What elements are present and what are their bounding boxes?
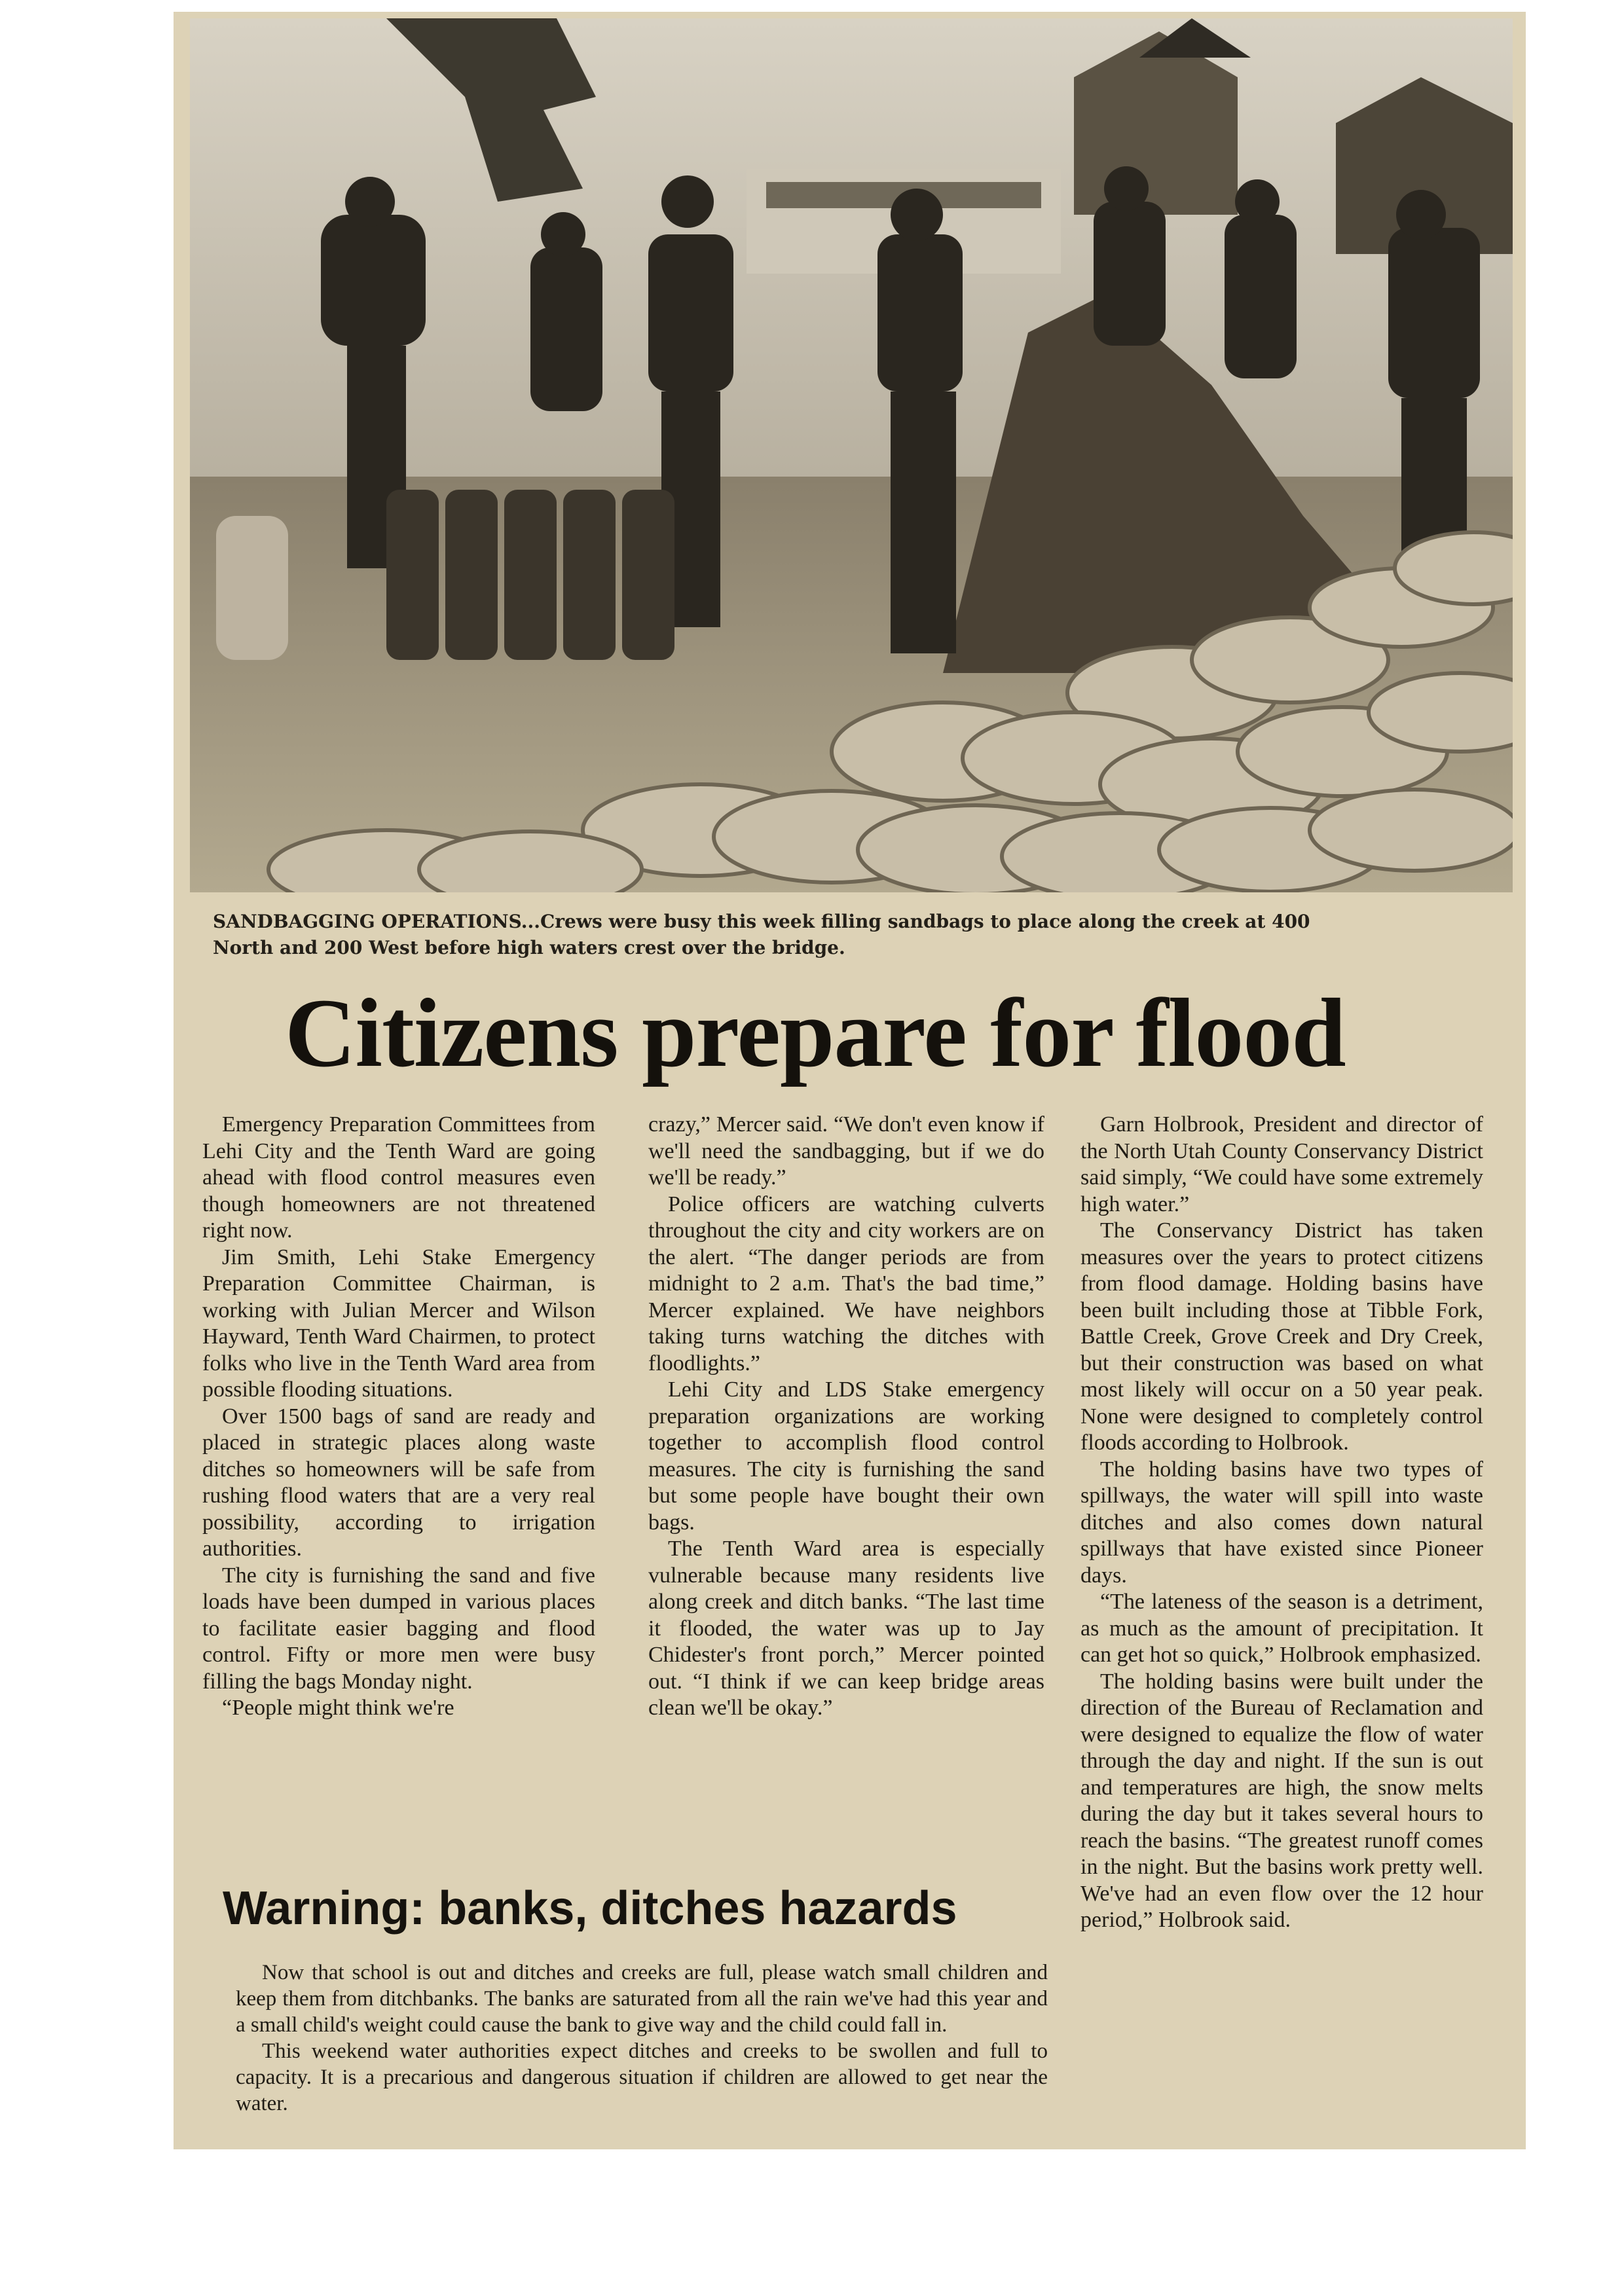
paragraph: Over 1500 bags of sand are ready and placed in strategic places along waste ditches so homeowners will be safe from rushing flood waters that are a very real possibility, according to irrigation authorities. bbox=[202, 1404, 595, 1561]
paragraph: Now that school is out and ditches and creeks are full, please watch small children and keep them from ditchbanks. The banks are saturated from all the rain we've had this year and a small child's weight could cause the bank to give way and the child could fall in. bbox=[236, 1961, 1048, 2037]
paragraph: This weekend water authorities expect ditches and creeks to be swollen and full to capacity. It is a precarious and dangerous situation if children are allowed to get near the water. bbox=[236, 2039, 1048, 2115]
article-column-1 bbox=[202, 1112, 595, 1722]
article-column-3 bbox=[1080, 1112, 1483, 1934]
bottom-fade bbox=[174, 2133, 1064, 2149]
upright-bags bbox=[386, 490, 674, 660]
paragraph: Police officers are watching culverts throughout the city and city workers are on the alert. “The danger periods are from midnight to 2 a.m. That's the bad time,” Mercer explained. We have neighbors taking turns watching the ditches with floodlights.” bbox=[648, 1192, 1044, 1376]
paragraph: Lehi City and LDS Stake emergency preparation organizations are working together to accomplish flood control measures. The city is furnishing the sand but some people have bought their own bags. bbox=[648, 1377, 1044, 1535]
paragraph: Emergency Preparation Committees from Lehi City and the Tenth Ward are going ahead with flood control measures even though homeowners are not threatened right now. bbox=[202, 1112, 595, 1243]
paragraph: “People might think we're bbox=[222, 1696, 454, 1720]
photo-caption: SANDBAGGING OPERATIONS...Crews were busy this week filling sandbags to place along the creek at 400 North and 200 West before high waters crest over the bridge. bbox=[213, 911, 1310, 958]
paragraph: The holding basins have two types of spillways, the water will spill into waste ditches and also comes down natural spillways that have existed since Pioneer days. bbox=[1080, 1457, 1483, 1588]
paragraph: The holding basins were built under the direction of the Bureau of Reclamation and were designed to equalize the flow of water through the day and night. If the sun is out and temperatures are high, the snow melts during the day but it takes several hours to reach the basins. “The greatest runoff comes in the night. But the basins work pretty well. We've had an even flow over the 12 hour period,” Holbrook said. bbox=[1080, 1669, 1483, 1932]
paragraph: Garn Holbrook, President and director of the North Utah County Conservancy District said simply, “We could have some extremely high water.” bbox=[1080, 1112, 1483, 1216]
newspaper-clipping bbox=[174, 12, 1526, 2149]
paragraph: The Conservancy District has taken measures over the years to protect citizens from flood damage. Holding basins have been built including those at Tibble Fork, Battle Creek, Grove Creek and Dry Creek, but their construction was based on what most likely will occur on a 50 year peak. None were designed to completely control floods according to Holbrook. bbox=[1080, 1218, 1483, 1455]
paragraph: crazy,” Mercer said. “We don't even know if we'll need the sandbagging, but if we do we'll be ready.” bbox=[648, 1112, 1044, 1190]
article-headline: Citizens prepare for flood bbox=[285, 979, 1346, 1087]
warning-article bbox=[236, 1959, 1048, 2117]
article-column-2 bbox=[648, 1112, 1044, 1722]
paragraph: Jim Smith, Lehi Stake Emergency Preparation Committee Chairman, is working with Julian Mercer and Wilson Hayward, Tenth Ward Chairmen, to protect folks who live in the Tenth Ward area from possible flooding situations. bbox=[202, 1245, 595, 1402]
paragraph: The city is furnishing the sand and five loads have been dumped in various places to facilitate easier bagging and flood control. Fifty or more men were busy filling the bags Monday night. bbox=[202, 1563, 595, 1694]
warning-headline: Warning: banks, ditches hazards bbox=[223, 1882, 957, 1935]
paragraph: The Tenth Ward area is especially vulnerable because many residents live along creek and ditch banks. “The last time it flooded, the water was up to Jay Chidester's front porch,” Mercer pointed out. “I think if we can keep bridge areas clean we'll be okay.” bbox=[648, 1537, 1044, 1720]
paragraph: “The lateness of the season is a detriment, as much as the amount of precipitation. It can get hot so quick,” Holbrook emphasized. bbox=[1080, 1590, 1483, 1667]
photo-illustration bbox=[190, 18, 1513, 892]
sandbagging-photo bbox=[190, 18, 1513, 892]
